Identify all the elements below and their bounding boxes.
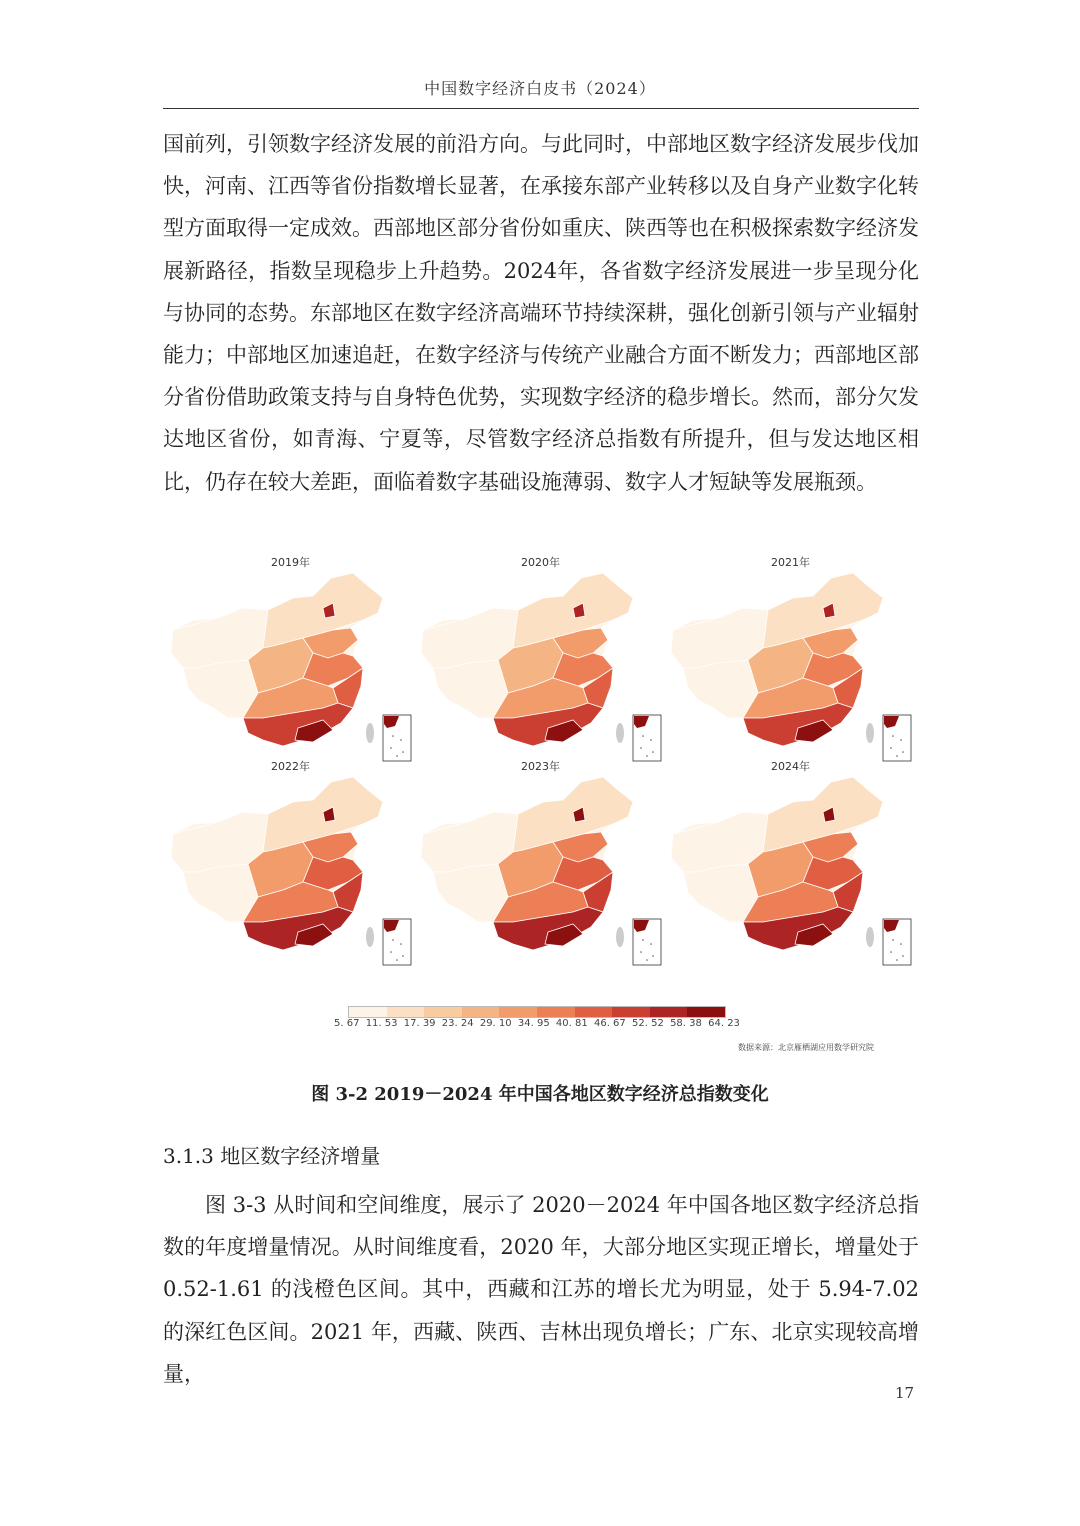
page-number: 17 xyxy=(895,1384,915,1402)
map-panel xyxy=(413,550,663,760)
inset-dot xyxy=(896,959,898,961)
legend-swatch xyxy=(387,1007,425,1017)
figure-caption: 图 3-2 2019－2024 年中国各地区数字经济总指数变化 xyxy=(311,1084,769,1105)
map-year-label: 2023年 xyxy=(521,760,560,773)
province-region xyxy=(183,660,258,718)
island-shape xyxy=(366,723,374,743)
running-header: 中国数字经济白皮书（2024） xyxy=(424,79,656,98)
map-panel xyxy=(163,550,413,760)
inset-dot xyxy=(652,955,654,957)
inset-dot xyxy=(402,955,404,957)
body-paragraph-2: 图 3-3 从时间和空间维度，展示了 2020－2024 年中国各地区数字经济总指数的年度增量情况。从时间维度看，2020 年，大部分地区实现正增长，增量处于 0.52-1.61 的浅橙色区间。其中，西藏和江苏的增长尤为明显，处于 5.94-7.02 的深红色区间。2021 年，西藏、陕西、吉林出现负增长；广东、北京实现较高增量， xyxy=(163,1193,919,1386)
data-source-note: 数据来源：北京雁栖湖应用数学研究院 xyxy=(738,1043,874,1052)
legend-tick: 46. 67 xyxy=(593,1018,626,1029)
legend-swatch xyxy=(650,1007,688,1017)
province-region xyxy=(183,864,258,922)
legend-swatch xyxy=(424,1007,462,1017)
map-year-label: 2019年 xyxy=(271,556,310,569)
map-panel xyxy=(663,754,913,964)
inset-dot xyxy=(400,943,402,945)
legend-swatch xyxy=(575,1007,613,1017)
map-panel xyxy=(413,754,663,964)
china-map xyxy=(663,568,913,763)
section-heading: 3.1.3 地区数字经济增量 xyxy=(163,1144,381,1168)
inset-dot xyxy=(646,959,648,961)
legend-ticks xyxy=(334,1018,740,1029)
map-panel xyxy=(663,550,913,760)
color-legend xyxy=(334,1006,740,1042)
island-shape xyxy=(616,927,624,947)
inset-dot xyxy=(642,939,644,941)
legend-tick: 58. 38 xyxy=(670,1018,702,1029)
china-map xyxy=(163,772,413,967)
island-shape xyxy=(866,927,874,947)
choropleth-map-grid xyxy=(163,550,923,970)
legend-tick: 29. 10 xyxy=(479,1018,512,1029)
map-panel xyxy=(163,754,413,964)
header-divider xyxy=(163,108,919,109)
body-paragraph-1: 国前列，引领数字经济发展的前沿方向。与此同时，中部地区数字经济发展步伐加快，河南、江西等省份指数增长显著，在承接东部产业转移以及自身产业数字化转型方面取得一定成效。西部地区部分省份如重庆、陕西等也在积极探索数字经济发展新路径，指数呈现稳步上升趋势。2024年，各省数字经济发展进一步呈现分化与协同的态势。东部地区在数字经济高端环节持续深耕，强化创新引领与产业辐射能力；中部地区加速追赶，在数字经济与传统产业融合方面不断发力；西部地区部分省份借助政策支持与自身特色优势，实现数字经济的稳步增长。然而，部分欠发达地区省份，如青海、宁夏等，尽管数字经济总指数有所提升，但与发达地区相比，仍存在较大差距，面临着数字基础设施薄弱、数字人才短缺等发展瓶颈。 xyxy=(163,132,919,494)
china-map xyxy=(163,568,413,763)
inset-dot xyxy=(892,939,894,941)
island-shape xyxy=(866,723,874,743)
inset-dot xyxy=(400,739,402,741)
map-year-label: 2020年 xyxy=(521,556,560,569)
inset-dot xyxy=(392,939,394,941)
china-map xyxy=(413,772,663,967)
map-year-label: 2024年 xyxy=(771,760,810,773)
inset-dot xyxy=(652,751,654,753)
inset-dot xyxy=(640,951,642,953)
legend-color-bar xyxy=(348,1006,726,1018)
province-region xyxy=(683,660,758,718)
legend-swatch xyxy=(349,1007,387,1017)
province-region xyxy=(683,864,758,922)
inset-dot xyxy=(890,747,892,749)
china-map xyxy=(663,772,913,967)
inset-dot xyxy=(890,951,892,953)
china-map xyxy=(413,568,663,763)
inset-dot xyxy=(900,739,902,741)
inset-dot xyxy=(390,951,392,953)
legend-tick: 5. 67 xyxy=(334,1018,360,1029)
legend-tick: 52. 52 xyxy=(632,1018,664,1029)
inset-dot xyxy=(402,751,404,753)
inset-dot xyxy=(640,747,642,749)
legend-swatch xyxy=(499,1007,537,1017)
legend-swatch xyxy=(612,1007,650,1017)
inset-dot xyxy=(650,739,652,741)
legend-swatch xyxy=(537,1007,575,1017)
legend-tick: 64. 23 xyxy=(708,1018,740,1029)
inset-dot xyxy=(390,747,392,749)
island-shape xyxy=(616,723,624,743)
legend-tick: 23. 24 xyxy=(441,1018,474,1029)
inset-dot xyxy=(902,955,904,957)
inset-dot xyxy=(396,959,398,961)
legend-swatch xyxy=(462,1007,500,1017)
legend-tick: 11. 53 xyxy=(365,1018,398,1029)
inset-dot xyxy=(902,751,904,753)
inset-dot xyxy=(392,735,394,737)
island-shape xyxy=(366,927,374,947)
inset-dot xyxy=(900,943,902,945)
legend-tick: 34. 95 xyxy=(517,1018,550,1029)
province-region xyxy=(433,660,508,718)
map-year-label: 2022年 xyxy=(271,760,310,773)
legend-swatch xyxy=(687,1007,725,1017)
inset-dot xyxy=(892,735,894,737)
inset-dot xyxy=(650,943,652,945)
legend-tick: 17. 39 xyxy=(403,1018,436,1029)
province-region xyxy=(433,864,508,922)
legend-tick: 40. 81 xyxy=(555,1018,588,1029)
inset-dot xyxy=(642,735,644,737)
map-year-label: 2021年 xyxy=(771,556,810,569)
